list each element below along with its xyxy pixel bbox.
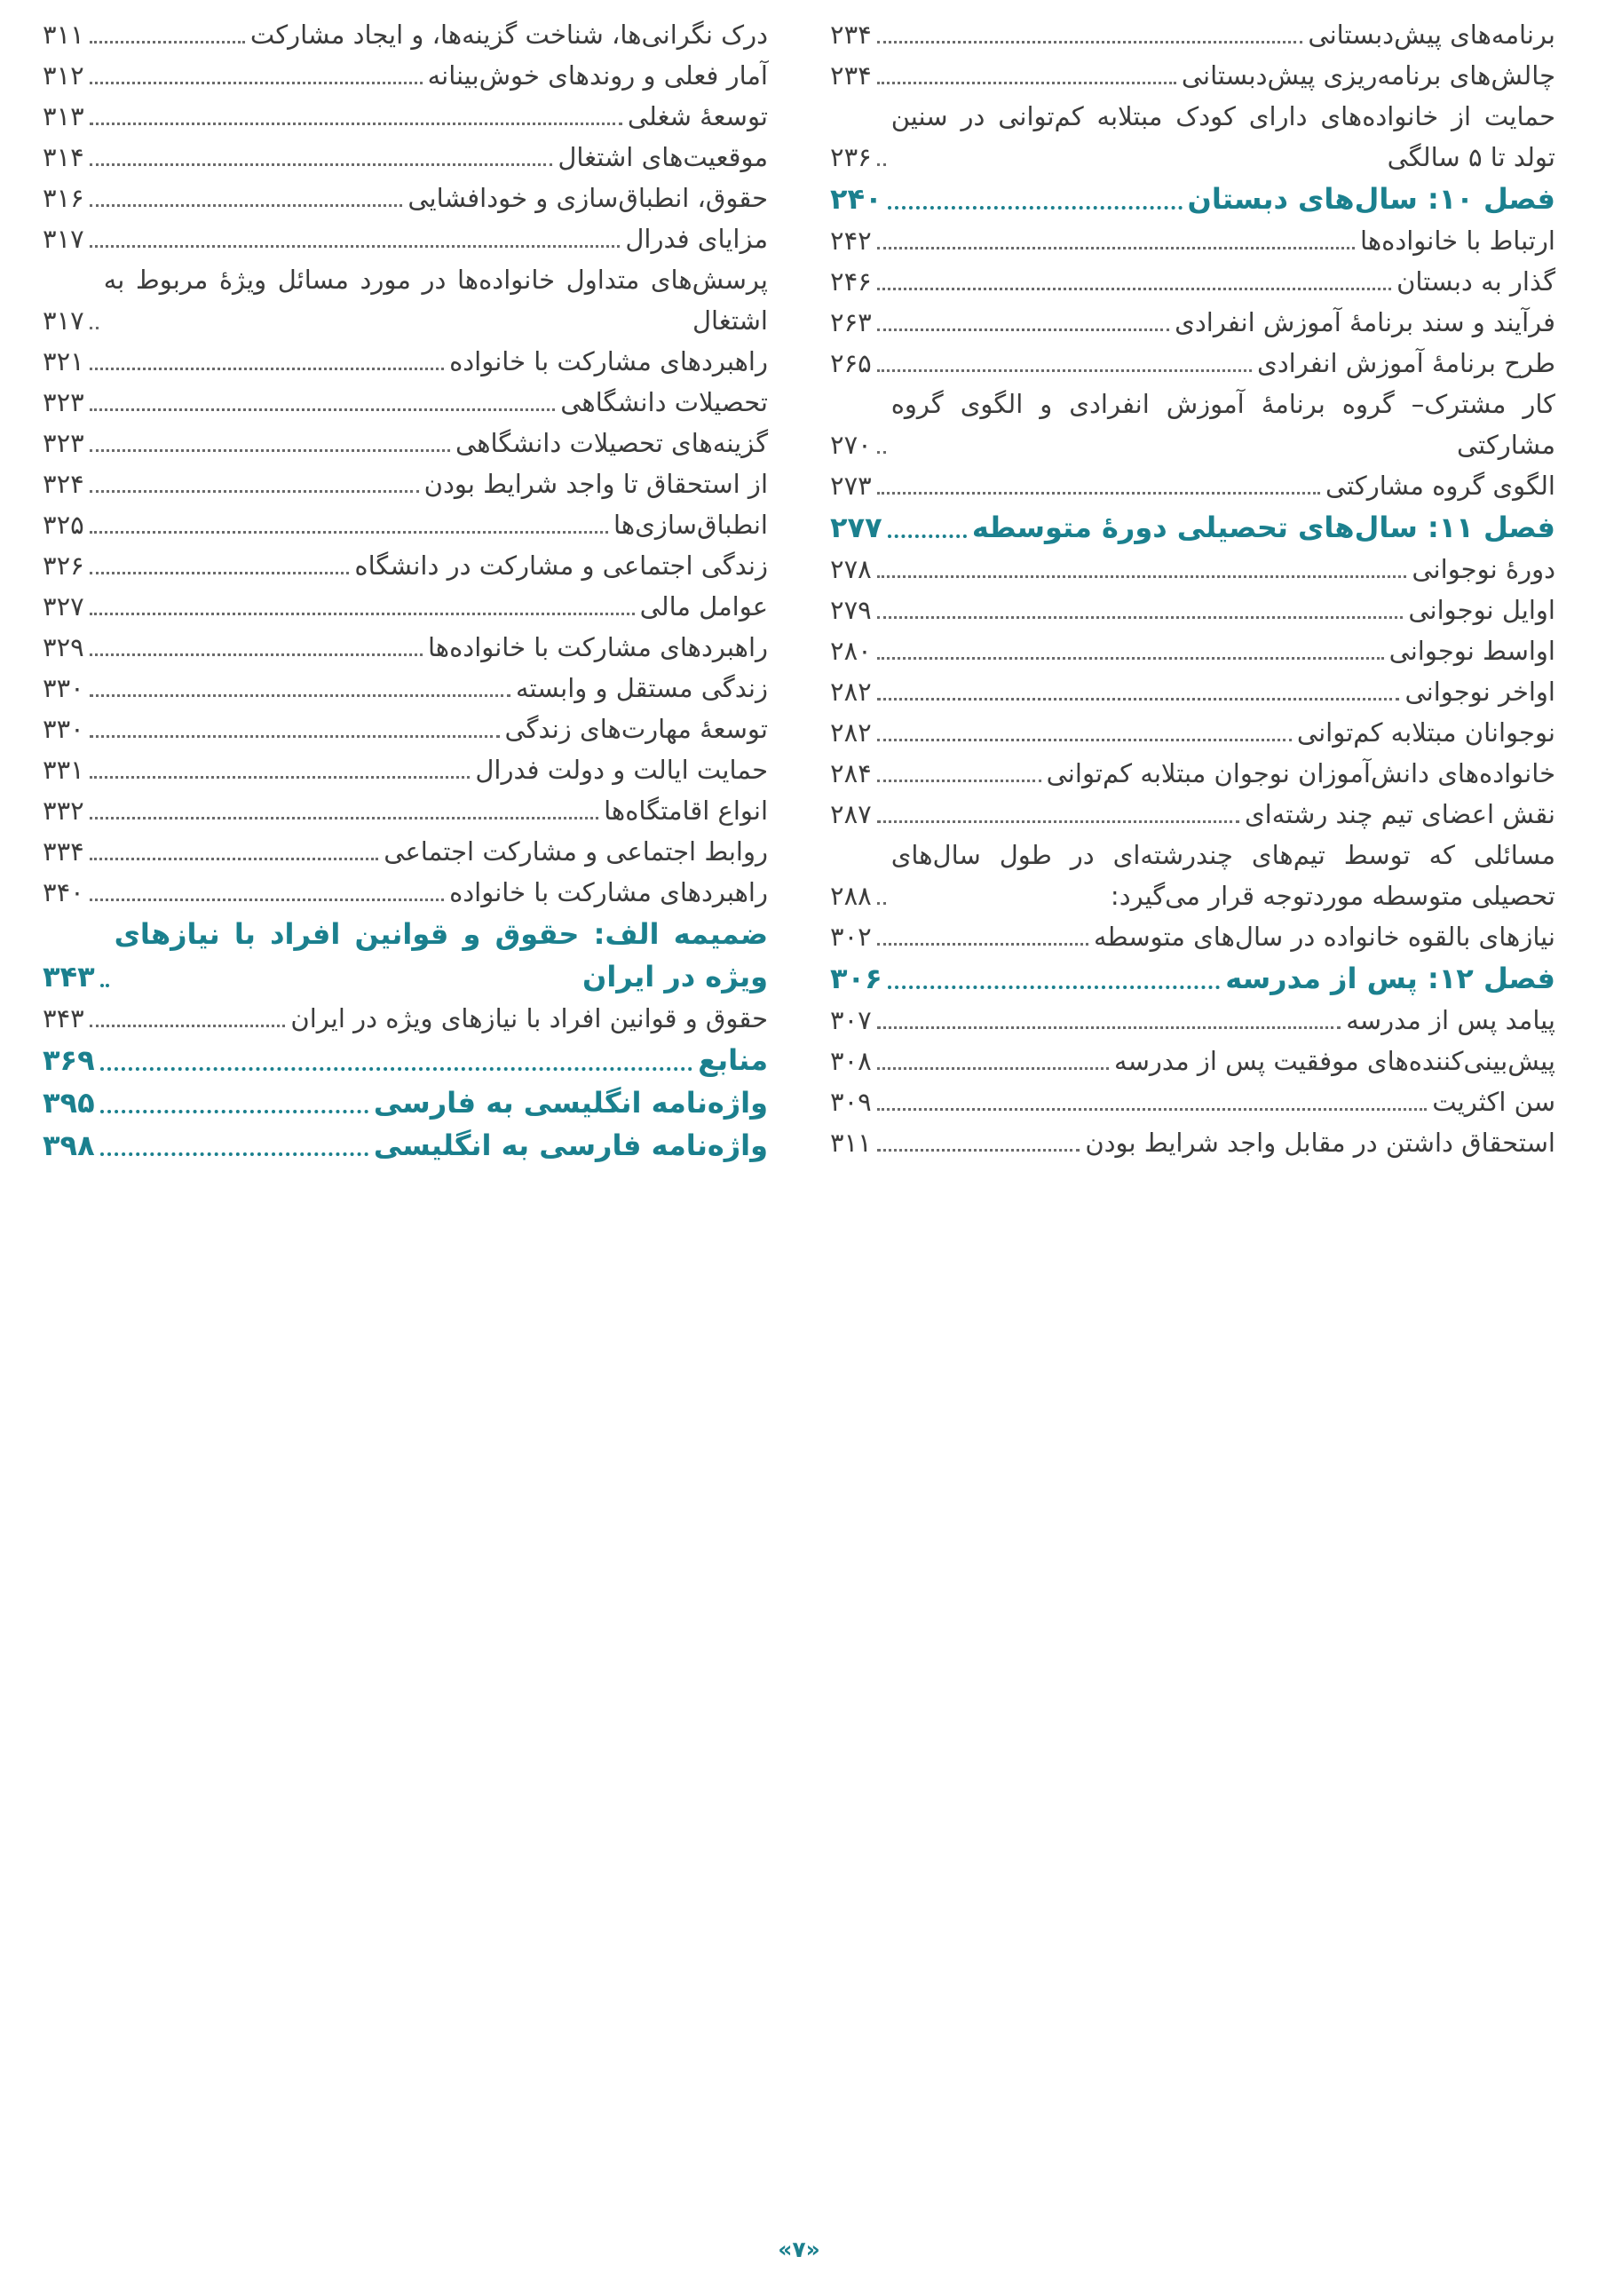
toc-entry[interactable] [830,630,1555,671]
toc-entry-title: طرح برنامهٔ آموزش انفرادی [1257,348,1555,378]
toc-entry-page-number: ۲۸۲ [830,677,872,707]
toc-entry-page-number: ۳۴۰ [43,877,84,907]
dotted-leader [877,1025,1341,1029]
dotted-leader [90,693,510,697]
dotted-leader [888,986,1221,989]
toc-entry[interactable] [43,586,768,627]
dotted-leader [100,984,109,987]
toc-entry-title: عوامل مالی [639,591,768,622]
toc-entry-title: نیازهای بالقوه خانواده در سال‌های متوسطه [1093,922,1555,952]
toc-entry-page-number: ۳۶۹ [43,1043,95,1077]
toc-entry[interactable] [830,957,1555,1000]
toc-entry-title: درک نگرانی‌ها، شناخت گزینه‌ها، و ایجاد مشارکت [249,20,768,50]
dotted-leader [877,287,1391,290]
dotted-leader [877,368,1252,372]
toc-entry-title: زندگی اجتماعی و مشارکت در دانشگاه [354,550,768,581]
toc-entry-page-number: ۲۳۴ [830,60,872,91]
toc-entry-page-number: ۳۹۵ [43,1086,95,1120]
toc-entry-page-number: ۲۶۵ [830,348,872,378]
toc-entry-title: چالش‌های برنامه‌ریزی پیش‌دبستانی [1181,60,1555,91]
dotted-leader [877,942,1088,946]
toc-entry[interactable] [43,218,768,259]
dotted-leader [90,408,556,411]
dotted-leader [90,162,553,166]
dotted-leader [877,328,1169,331]
dotted-leader [877,697,1400,701]
dotted-leader [877,81,1176,84]
toc-entry-page-number: ۲۸۲ [830,717,872,748]
toc-entry-page-number: ۲۸۴ [830,758,872,788]
toc-entry[interactable] [43,872,768,913]
toc-entry-title: منابع [698,1043,768,1077]
toc-entry-title: فصل ۱۰: سال‌های دبستان [1187,182,1555,216]
toc-entry-title: پیامد پس از مدرسه [1346,1005,1555,1035]
toc-entry-page-number: ۳۴۳ [43,960,95,994]
dotted-leader [877,450,886,454]
toc-entry-page-number: ۳۳۴ [43,836,84,867]
toc-entry-title: واژه‌نامه انگلیسی به فارسی [373,1086,768,1120]
dotted-leader [877,1148,1080,1152]
toc-entry-title: موقعیت‌های اشتغال [558,142,768,172]
toc-entry[interactable] [43,14,768,55]
toc-entry-title: راهبردهای مشارکت با خانواده [449,877,768,907]
dotted-leader [90,326,99,329]
toc-entry[interactable] [830,55,1555,96]
toc-entry[interactable] [43,668,768,709]
toc-entry-title: سن اکثریت [1432,1087,1555,1117]
dotted-leader [877,162,886,166]
toc-entry-page-number: ۳۴۳ [43,1003,84,1033]
dotted-leader [877,246,1355,249]
toc-entry-page-number: ۳۰۹ [830,1087,872,1117]
toc-entry-title: گذار به دبستان [1396,266,1555,297]
toc-entry[interactable] [43,178,768,218]
toc-entry[interactable] [830,302,1555,343]
toc-entry-title: دورهٔ نوجوانی [1412,554,1555,584]
toc-entry-title: حمایت ایالت و دولت فدرال [475,755,768,785]
toc-entry[interactable] [830,1081,1555,1122]
toc-entry-title: فصل ۱۱: سال‌های تحصیلی دورهٔ متوسطه [971,511,1555,544]
toc-entry[interactable] [830,671,1555,712]
toc-entry-page-number: ۳۳۰ [43,673,84,703]
toc-entry[interactable] [43,423,768,463]
toc-entry-page-number: ۳۱۳ [43,101,84,131]
toc-entry-page-number: ۲۳۴ [830,20,872,50]
toc-entry[interactable] [43,831,768,872]
toc-entry-page-number: ۳۰۲ [830,922,872,952]
dotted-leader [90,367,444,370]
dotted-leader [877,491,1320,495]
toc-entry-title: پیش‌بینی‌کننده‌های موفقیت پس از مدرسه [1114,1046,1555,1076]
toc-entry[interactable] [830,1122,1555,1163]
toc-entry-title: راهبردهای مشارکت با خانواده [449,346,768,376]
toc-entry[interactable] [43,545,768,586]
toc-entry[interactable] [830,14,1555,55]
toc-entry-page-number: ۳۰۶ [830,962,882,995]
toc-entry-page-number: ۲۸۰ [830,636,872,666]
toc-entry-title: فرآیند و سند برنامهٔ آموزش انفرادی [1175,307,1555,337]
toc-entry-page-number: ۳۳۱ [43,755,84,785]
toc-entry[interactable] [43,341,768,382]
dotted-leader [90,1024,286,1027]
dotted-leader [90,612,635,615]
toc-entry[interactable] [830,590,1555,630]
toc-entry-title: انطباق‌سازی‌ها [613,510,768,540]
toc-entry[interactable] [830,506,1555,549]
toc-entry[interactable] [43,1039,768,1081]
page-number-footer: «۷» [778,2237,820,2262]
toc-entry[interactable] [43,998,768,1039]
toc-entry[interactable] [43,463,768,504]
dotted-leader [90,898,444,901]
toc-column-right [830,14,1555,1167]
dotted-leader [877,1107,1428,1111]
toc-entry[interactable] [830,753,1555,794]
toc-entry[interactable] [830,465,1555,506]
toc-entry-title: نوجوانان مبتلابه کم‌توانی [1296,717,1555,748]
toc-entry-title: اواسط نوجوانی [1388,636,1555,666]
toc-entry-page-number: ۲۶۳ [830,307,872,337]
toc-entry-page-number: ۳۲۷ [43,591,84,622]
dotted-leader [90,81,423,84]
toc-entry-page-number: ۳۰۷ [830,1005,872,1035]
dotted-leader [877,738,1292,741]
toc-entry-title: حمایت از خانواده‌های دارای کودک مبتلابه کم‌توانی در سنین تولد تا ۵ سالگی [890,101,1555,172]
toc-entry-page-number: ۳۳۰ [43,714,84,744]
toc-entry-page-number: ۳۲۳ [43,387,84,417]
toc-entry-page-number: ۳۲۱ [43,346,84,376]
toc-entry-title: روابط اجتماعی و مشارکت اجتماعی [384,836,768,867]
dotted-leader [90,857,379,860]
dotted-leader [90,122,622,125]
toc-entry-title: پرسش‌های متداول خانواده‌ها در مورد مسائل ویژهٔ مربوط به اشتغال [103,265,768,336]
toc-entry-page-number: ۳۹۸ [43,1128,95,1162]
dotted-leader [877,615,1404,619]
dotted-leader [90,530,608,534]
toc-entry[interactable] [43,913,768,998]
dotted-leader [90,734,500,738]
dotted-leader [100,1152,368,1156]
toc-entry[interactable] [43,55,768,96]
toc-entry[interactable] [830,384,1555,465]
toc-entry-page-number: ۳۱۷ [43,305,84,336]
toc-entry[interactable] [830,916,1555,957]
dotted-leader [90,244,621,248]
toc-entry-title: حقوق، انطباق‌سازی و خودافشایی [407,183,768,213]
toc-entry[interactable] [43,1124,768,1167]
toc-entry-title: مسائلی که توسط تیم‌های چندرشته‌ای در طول سال‌های تحصیلی متوسطه موردتوجه قرار می‌گیرد: [890,840,1555,911]
toc-entry-page-number: ۲۸۷ [830,799,872,829]
toc-entry[interactable] [830,1000,1555,1041]
toc-entry-page-number: ۲۴۰ [830,182,882,216]
toc-entry-page-number: ۲۷۰ [830,430,872,460]
toc-entry-title: برنامه‌های پیش‌دبستانی [1308,20,1555,50]
dotted-leader [100,1067,693,1071]
toc-entry[interactable] [43,504,768,545]
dotted-leader [888,206,1183,210]
toc-entry-title: توسعهٔ شغلی [627,101,768,131]
dotted-leader [90,571,350,574]
toc-entry-page-number: ۲۷۳ [830,471,872,501]
toc-entry-page-number: ۳۱۱ [43,20,84,50]
toc-entry-title: مزایای فدرال [625,224,768,254]
toc-entry[interactable] [43,627,768,668]
toc-entry[interactable] [830,96,1555,178]
toc-entry-title: فصل ۱۲: پس از مدرسه [1225,962,1555,995]
toc-entry-title: گزینه‌های تحصیلات دانشگاهی [455,428,768,458]
dotted-leader [90,40,245,44]
toc-entry[interactable] [43,96,768,137]
toc-entry[interactable] [830,835,1555,916]
toc-entry-page-number: ۳۲۵ [43,510,84,540]
toc-entry-page-number: ۲۷۹ [830,595,872,625]
toc-entry[interactable] [830,178,1555,220]
toc-entry[interactable] [830,549,1555,590]
dotted-leader [90,816,598,819]
dotted-leader [90,489,419,493]
toc-entry[interactable] [830,1041,1555,1081]
toc-entry-title: استحقاق داشتن در مقابل واجد شرایط بودن [1085,1128,1555,1158]
dotted-leader [90,653,423,656]
toc-entry-page-number: ۳۱۱ [830,1128,872,1158]
toc-entry[interactable] [830,343,1555,384]
toc-entry-title: آمار فعلی و روندهای خوش‌بینانه [427,60,768,91]
toc-entry-page-number: ۲۸۸ [830,881,872,911]
toc-entry-page-number: ۲۳۶ [830,142,872,172]
toc-entry[interactable] [43,1081,768,1124]
toc-entry-title: از استحقاق تا واجد شرایط بودن [423,469,768,499]
dotted-leader [90,203,403,207]
toc-entry-page-number: ۳۲۹ [43,632,84,662]
toc-entry-title: خانواده‌های دانش‌آموزان نوجوان مبتلابه کم‌توانی [1046,758,1555,788]
dotted-leader [877,819,1239,823]
toc-entry-page-number: ۳۱۴ [43,142,84,172]
toc-entry[interactable] [43,749,768,790]
toc-entry[interactable] [43,137,768,178]
dotted-leader [90,775,471,779]
toc-entry-page-number: ۳۱۲ [43,60,84,91]
toc-entry-page-number: ۲۷۸ [830,554,872,584]
toc-entry-title: اوایل نوجوانی [1408,595,1555,625]
toc-entry-title: ارتباط با خانواده‌ها [1360,226,1555,256]
toc-column-left [43,14,768,1167]
toc-entry-title: راهبردهای مشارکت با خانواده‌ها [427,632,768,662]
dotted-leader [100,1110,368,1113]
dotted-leader [877,40,1303,44]
toc-entry[interactable] [43,790,768,831]
toc-entry[interactable] [830,794,1555,835]
toc-entry-title: ضمیمه الف: حقوق و قوانین افراد با نیازهای ویژه در ایران [114,917,768,994]
toc-entry-title: نقش اعضای تیم چند رشته‌ای [1244,799,1555,829]
toc-entry-page-number: ۲۴۲ [830,226,872,256]
toc-entry-page-number: ۳۲۳ [43,428,84,458]
toc-entry[interactable] [830,220,1555,261]
dotted-leader [877,656,1384,660]
toc-entry[interactable] [43,259,768,341]
toc-entry-page-number: ۳۳۲ [43,796,84,826]
dotted-leader [888,534,967,538]
toc-entry-title: کار مشترک– گروه برنامهٔ آموزش انفرادی و الگوی گروه مشارکتی [890,389,1555,460]
toc-entry-page-number: ۲۴۶ [830,266,872,297]
toc-entry[interactable] [830,261,1555,302]
toc-entry[interactable] [43,709,768,749]
toc-entry[interactable] [43,382,768,423]
toc-entry-title: اواخر نوجوانی [1404,677,1555,707]
toc-entry-page-number: ۳۰۸ [830,1046,872,1076]
toc-entry-page-number: ۳۲۴ [43,469,84,499]
toc-entry-page-number: ۳۱۷ [43,224,84,254]
toc-entry-page-number: ۳۲۶ [43,550,84,581]
dotted-leader [90,448,450,452]
dotted-leader [877,901,886,905]
toc-entry-title: الگوی گروه مشارکتی [1325,471,1555,501]
toc-entry-title: تحصیلات دانشگاهی [560,387,768,417]
dotted-leader [877,779,1041,782]
dotted-leader [877,1066,1109,1070]
toc-entry[interactable] [830,712,1555,753]
toc-entry-title: زندگی مستقل و وابسته [515,673,768,703]
toc-entry-page-number: ۲۷۷ [830,511,882,544]
toc-entry-title: حقوق و قوانین افراد با نیازهای ویژه در ایران [290,1003,768,1033]
toc-entry-title: انواع اقامتگاه‌ها [604,796,768,826]
dotted-leader [877,574,1407,578]
toc-entry-title: واژه‌نامه فارسی به انگلیسی [373,1128,768,1162]
toc-entry-page-number: ۳۱۶ [43,183,84,213]
toc-entry-title: توسعهٔ مهارت‌های زندگی [504,714,768,744]
